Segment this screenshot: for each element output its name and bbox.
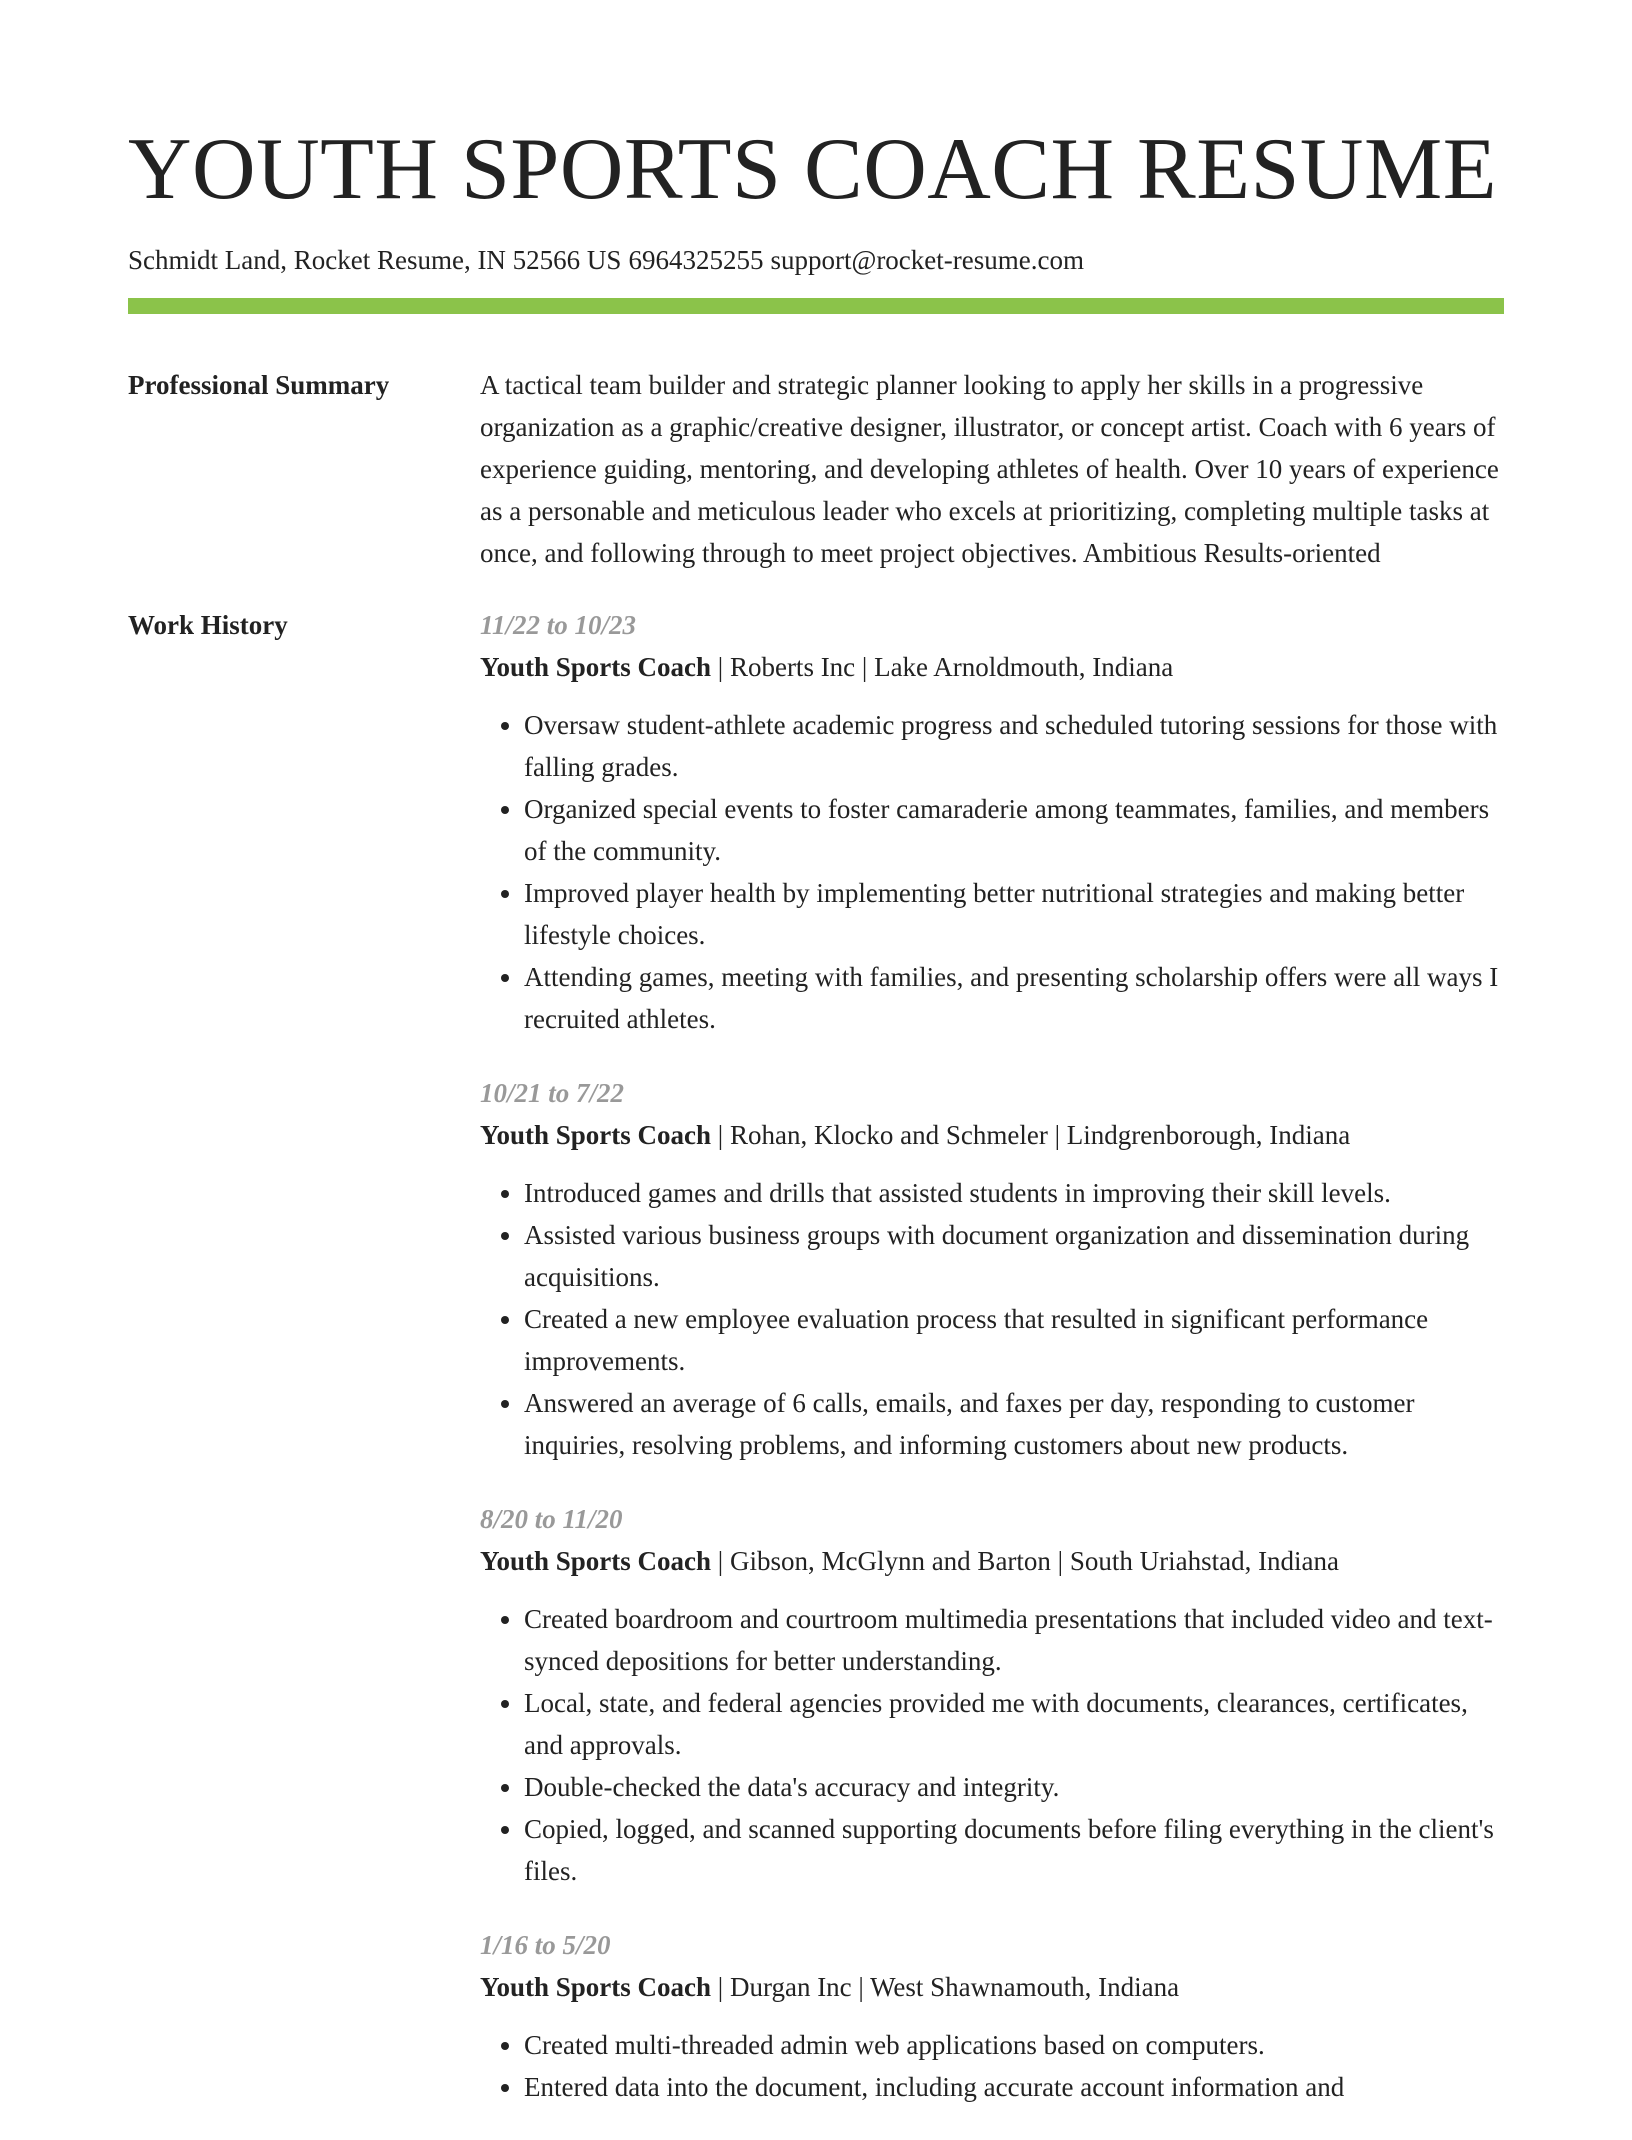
job-dates: 1/16 to 5/20 <box>480 1930 611 1960</box>
job-separator: | <box>711 1972 730 2002</box>
resume-title: YOUTH SPORTS COACH RESUME <box>128 121 1497 218</box>
job-title-line <box>480 1966 1504 2008</box>
job-bullet: • Created multi-threaded admin web applications based on computers. <box>524 2024 1504 2066</box>
contact-email: support@rocket-resume.com <box>770 245 1084 275</box>
job-title-line <box>480 646 1504 688</box>
job-separator: | <box>1047 1120 1067 1150</box>
job-bullet: • Entered data into the document, including accurate account information and <box>524 2066 1504 2108</box>
job-bullet: • Answered an average of 6 calls, emails, and faxes per day, responding to customer inquiries, resolving problems, and informing customers about new products. <box>524 1382 1504 1466</box>
contact-phone: 6964325255 <box>628 245 764 275</box>
job-bullet: • Assisted various business groups with document organization and dissemination during acquisitions. <box>524 1214 1504 1298</box>
job-bullet: • Created a new employee evaluation process that resulted in significant performance improvements. <box>524 1298 1504 1382</box>
job-role: Youth Sports Coach <box>480 1120 712 1150</box>
job-separator: | <box>1050 1546 1070 1576</box>
job-separator: | <box>851 1972 871 2002</box>
accent-divider <box>128 298 1504 314</box>
job-separator: | <box>855 652 875 682</box>
job-company: Roberts Inc <box>729 652 856 682</box>
section-label-summary: Professional Summary <box>128 370 390 400</box>
job-bullet: • Organized special events to foster camaraderie among teammates, families, and members of the community. <box>524 788 1504 872</box>
job-company: Rohan, Klocko and Schmeler <box>729 1120 1048 1150</box>
job-dates: 11/22 to 10/23 <box>480 610 637 640</box>
job-location: Lindgrenborough, Indiana <box>1066 1120 1351 1150</box>
summary-text: A tactical team builder and strategic planner looking to apply her skills in a progressive organization as a graphic/creative designer, illustrator, or concept artist. Coach with 6 years of experience guiding, mentoring, and developing athletes of health. Over 10 years of experience as a personable and meticulous leader who excels at prioritizing, completing multiple tasks at once, and following through to meet project objectives. Ambitious Results-oriented <box>480 370 1499 568</box>
job-title-line <box>480 1540 1504 1582</box>
job-bullet: • Oversaw student-athlete academic progress and scheduled tutoring sessions for those with falling grades. <box>524 704 1504 788</box>
job-separator: | <box>711 1546 730 1576</box>
job-entry <box>480 1924 1504 2108</box>
job-dates: 10/21 to 7/22 <box>480 1078 625 1108</box>
contact-address: Schmidt Land, Rocket Resume, IN 52566 US <box>128 245 622 275</box>
job-entry <box>480 604 1504 1040</box>
contact-line <box>128 242 1504 278</box>
job-dates: 8/20 to 11/20 <box>480 1504 623 1534</box>
job-separator: | <box>711 1120 730 1150</box>
job-bullet: • Local, state, and federal agencies provided me with documents, clearances, certificates, and approvals. <box>524 1682 1504 1766</box>
job-bullets <box>480 1598 1504 1892</box>
job-bullets <box>480 1172 1504 1466</box>
job-bullets <box>480 2024 1504 2108</box>
resume-page <box>128 120 1504 2140</box>
job-bullet: • Double-checked the data's accuracy and integrity. <box>524 1766 1504 1808</box>
job-list <box>480 604 1504 2140</box>
section-label-work-history: Work History <box>128 610 288 640</box>
job-company: Gibson, McGlynn and Barton <box>729 1546 1051 1576</box>
job-entry <box>480 1498 1504 1892</box>
job-entry <box>480 1072 1504 1466</box>
job-bullet: • Created boardroom and courtroom multimedia presentations that included video and text-synced depositions for better understanding. <box>524 1598 1504 1682</box>
job-location: West Shawnamouth, Indiana <box>870 1972 1180 2002</box>
job-bullet: • Introduced games and drills that assisted students in improving their skill levels. <box>524 1172 1504 1214</box>
job-separator: | <box>711 652 730 682</box>
job-location: Lake Arnoldmouth, Indiana <box>874 652 1174 682</box>
job-bullet: • Attending games, meeting with families, and presenting scholarship offers were all ways I recruited athletes. <box>524 956 1504 1040</box>
work-history-section <box>128 604 1504 2140</box>
job-title-line <box>480 1114 1504 1156</box>
professional-summary-section <box>128 364 1504 574</box>
job-role: Youth Sports Coach <box>480 1546 712 1576</box>
job-company: Durgan Inc <box>729 1972 852 2002</box>
job-location: South Uriahstad, Indiana <box>1069 1546 1340 1576</box>
job-bullet: • Copied, logged, and scanned supporting documents before filing everything in the client's files. <box>524 1808 1504 1892</box>
job-role: Youth Sports Coach <box>480 1972 712 2002</box>
job-bullet: • Improved player health by implementing better nutritional strategies and making better lifestyle choices. <box>524 872 1504 956</box>
job-role: Youth Sports Coach <box>480 652 712 682</box>
job-bullets <box>480 704 1504 1040</box>
